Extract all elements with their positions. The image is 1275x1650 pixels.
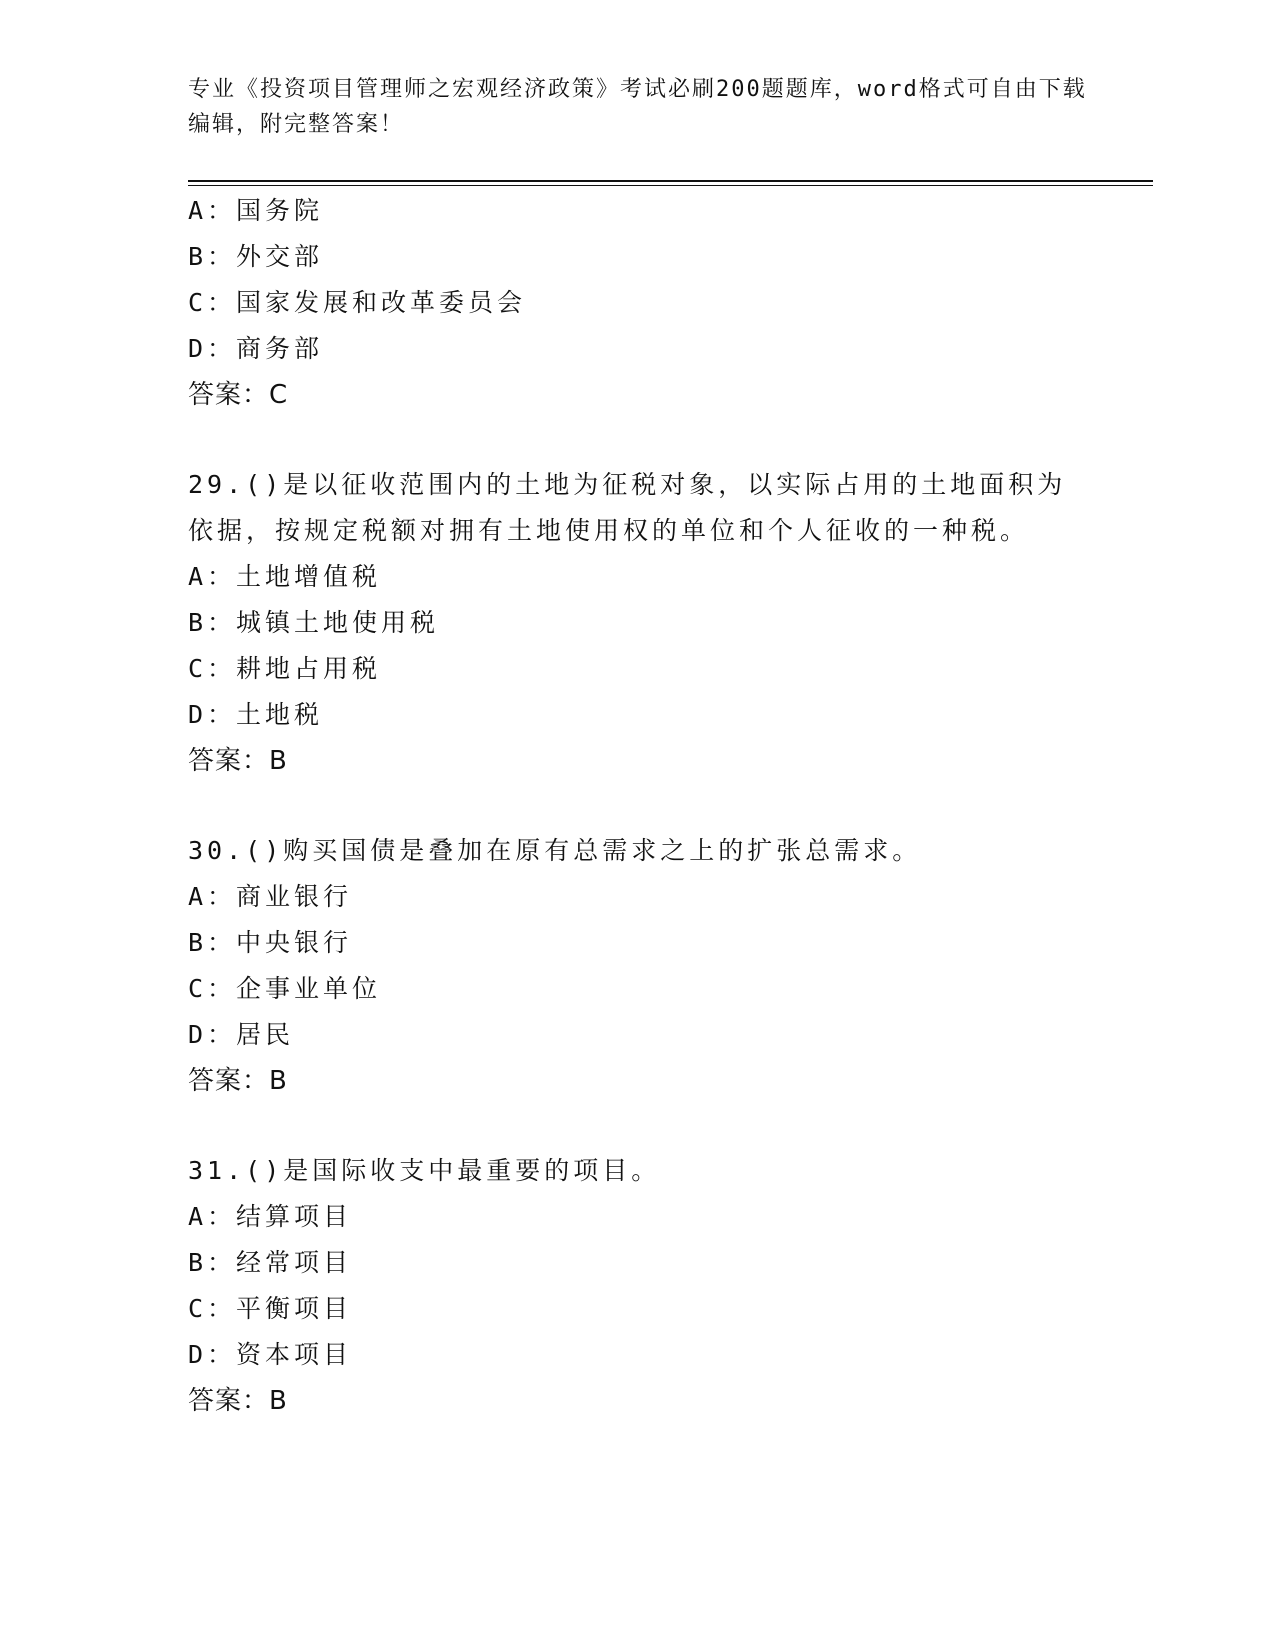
question-stem: 30.()购买国债是叠加在原有总需求之上的扩张总需求。 — [188, 836, 922, 865]
option-b: B：经常项目 — [188, 1248, 353, 1277]
option-a: A：土地增值税 — [188, 562, 382, 591]
header-divider-thin — [188, 185, 1153, 186]
answer-line: 答案：B — [188, 746, 288, 776]
header-divider-thick — [188, 180, 1153, 182]
question-stem: 29.()是以征收范围内的土地为征税对象，以实际占用的土地面积为依据，按规定税额对拥有土地使用权的单位和个人征收的一种税。 — [188, 470, 1067, 545]
option-a: A：结算项目 — [188, 1202, 353, 1231]
option-a: A：商业银行 — [188, 882, 353, 911]
option-b: B：城镇土地使用税 — [188, 608, 440, 637]
question-stem: 31.()是国际收支中最重要的项目。 — [188, 1156, 661, 1185]
option-c: C：企事业单位 — [188, 974, 382, 1003]
answer-line: 答案：B — [188, 1066, 288, 1096]
question-block-30 — [188, 828, 1088, 1104]
option-a: A：国务院 — [188, 196, 324, 225]
question-block-29 — [188, 462, 1088, 784]
option-c: C：耕地占用税 — [188, 654, 382, 683]
option-d: D：居民 — [188, 1020, 295, 1049]
option-d: D：资本项目 — [188, 1340, 353, 1369]
answer-line: 答案：C — [188, 380, 289, 410]
option-d: D：土地税 — [188, 700, 324, 729]
option-b: B：外交部 — [188, 242, 324, 271]
option-d: D：商务部 — [188, 334, 324, 363]
spacer — [188, 1104, 1088, 1148]
question-list — [188, 188, 1088, 1424]
option-c: C：平衡项目 — [188, 1294, 353, 1323]
spacer — [188, 418, 1088, 462]
document-header: 专业《投资项目管理师之宏观经济政策》考试必刷200题题库，word格式可自由下载编辑，附完整答案！ — [188, 77, 1087, 137]
question-block-31 — [188, 1148, 1088, 1424]
option-b: B：中央银行 — [188, 928, 353, 957]
question-block-28 — [188, 188, 1088, 418]
option-c: C：国家发展和改革委员会 — [188, 288, 527, 317]
answer-line: 答案：B — [188, 1386, 288, 1416]
spacer — [188, 784, 1088, 828]
